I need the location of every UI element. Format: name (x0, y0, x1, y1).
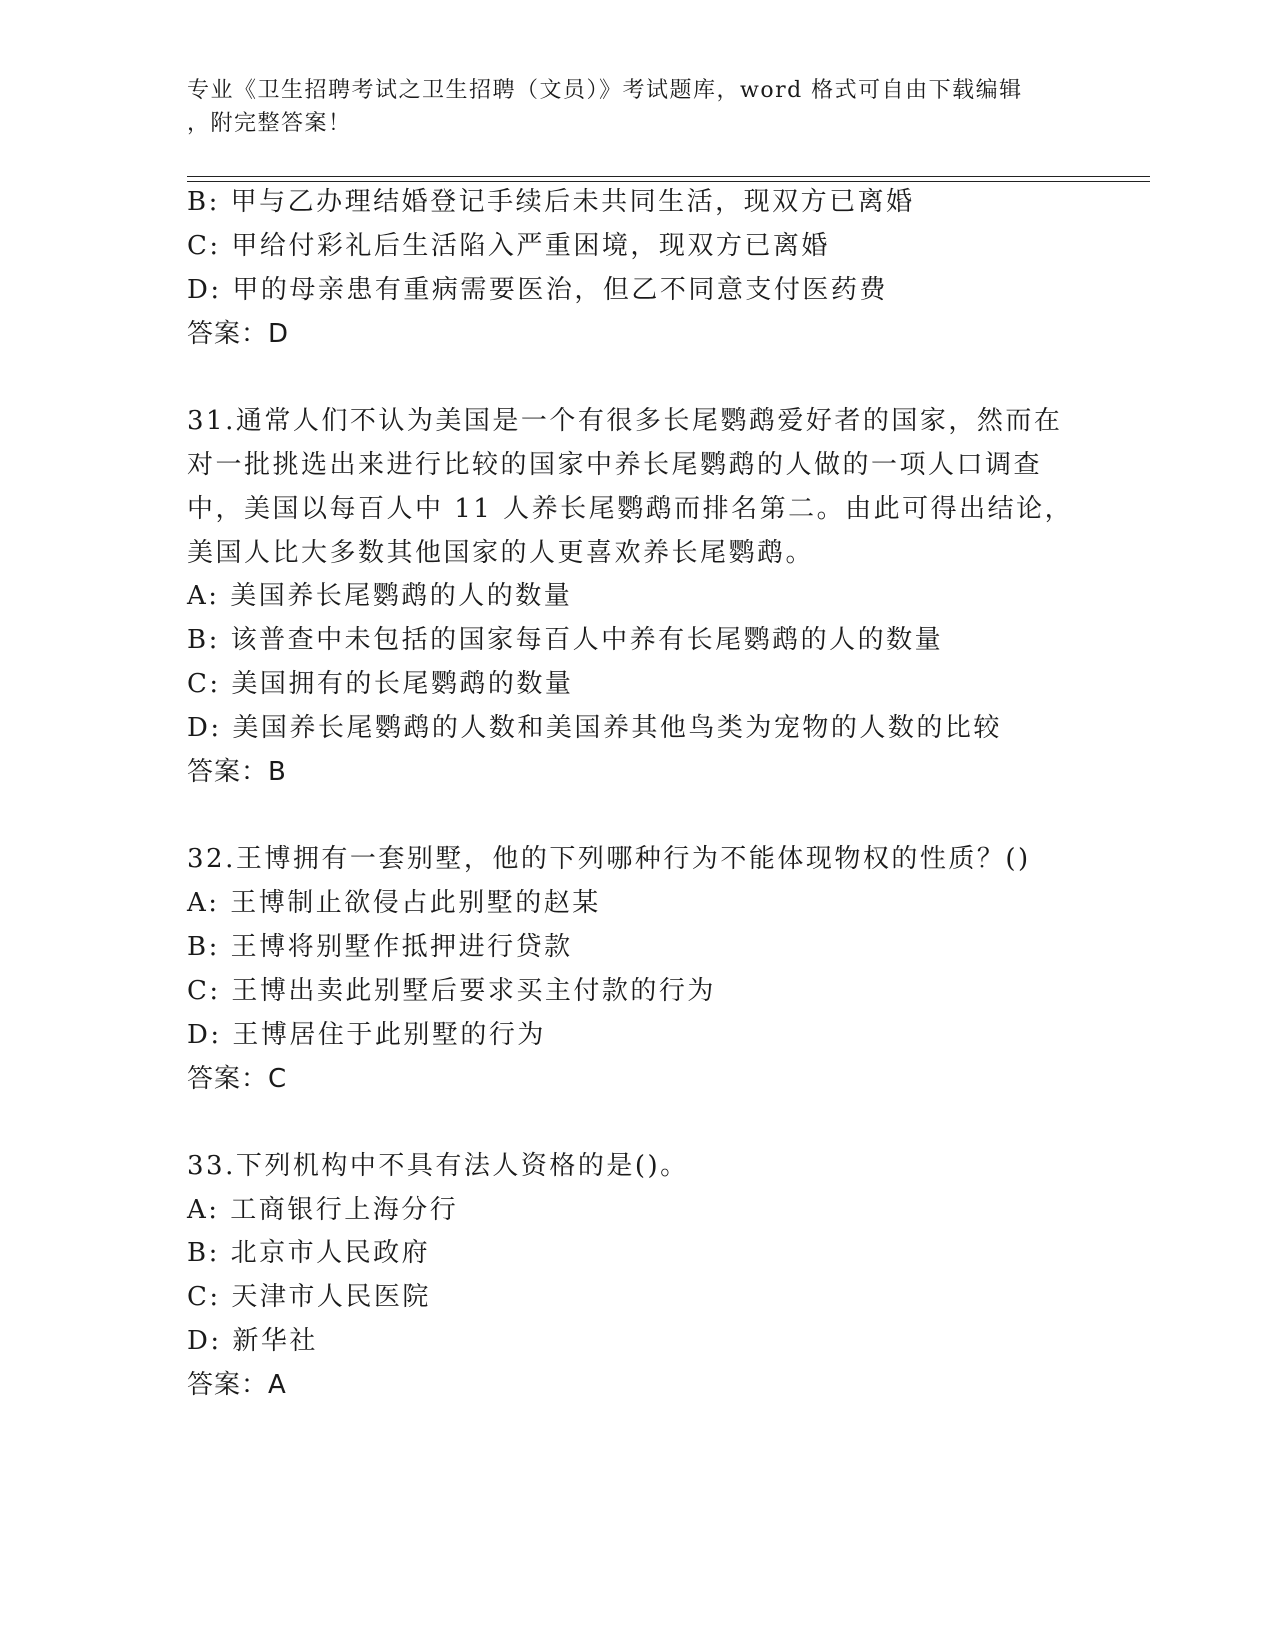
q31-option-b: B: 该普查中未包括的国家每百人中养有长尾鹦鹉的人的数量 (187, 625, 944, 655)
q33-option-c: C: 天津市人民医院 (187, 1282, 431, 1312)
q31-stem-line-4: 美国人比大多数其他国家的人更喜欢养长尾鹦鹉。 (187, 538, 815, 568)
q31-stem-line-3: 中，美国以每百人中 11 人养长尾鹦鹉而排名第二。由此可得出结论， (187, 494, 1074, 524)
q32-option-a: A: 王博制止欲侵占此别墅的赵某 (187, 888, 601, 918)
q33-option-b: B: 北京市人民政府 (187, 1238, 431, 1268)
q32-answer: 答案：C (187, 1064, 288, 1094)
header-line-1: 专业《卫生招聘考试之卫生招聘（文员）》考试题库，word 格式可自由下载编辑 (187, 78, 1023, 103)
header-line-2: ，附完整答案！ (187, 111, 352, 136)
q31-stem-line-1: 31.通常人们不认为美国是一个有很多长尾鹦鹉爱好者的国家，然而在 (187, 406, 1063, 436)
q33-option-a: A: 工商银行上海分行 (187, 1195, 459, 1225)
q33-option-d: D: 新华社 (187, 1326, 318, 1356)
header-divider-top (187, 176, 1150, 177)
q32-option-b: B: 王博将别墅作抵押进行贷款 (187, 932, 573, 962)
q31-answer: 答案：B (187, 757, 287, 787)
q33-answer: 答案：A (187, 1370, 287, 1400)
q30-answer: 答案：D (187, 319, 290, 349)
document-header (187, 74, 1087, 140)
q32-option-d: D: 王博居住于此别墅的行为 (187, 1020, 546, 1050)
q33-stem: 33.下列机构中不具有法人资格的是()。 (187, 1151, 689, 1181)
q31-option-d: D: 美国养长尾鹦鹉的人数和美国养其他鸟类为宠物的人数的比较 (187, 713, 1002, 743)
q32-option-c: C: 王博出卖此别墅后要求买主付款的行为 (187, 976, 716, 1006)
q30-option-d: D: 甲的母亲患有重病需要医治，但乙不同意支付医药费 (187, 275, 888, 305)
q30-option-c: C: 甲给付彩礼后生活陷入严重困境，现双方已离婚 (187, 231, 830, 261)
q32-stem: 32.王博拥有一套别墅，他的下列哪种行为不能体现物权的性质？() (187, 844, 1031, 874)
q31-option-a: A: 美国养长尾鹦鹉的人的数量 (187, 581, 573, 611)
q31-option-c: C: 美国拥有的长尾鹦鹉的数量 (187, 669, 574, 699)
q31-stem-line-2: 对一批挑选出来进行比较的国家中养长尾鹦鹉的人做的一项人口调查 (187, 450, 1043, 480)
q30-option-b: B: 甲与乙办理结婚登记手续后未共同生活，现双方已离婚 (187, 187, 915, 217)
